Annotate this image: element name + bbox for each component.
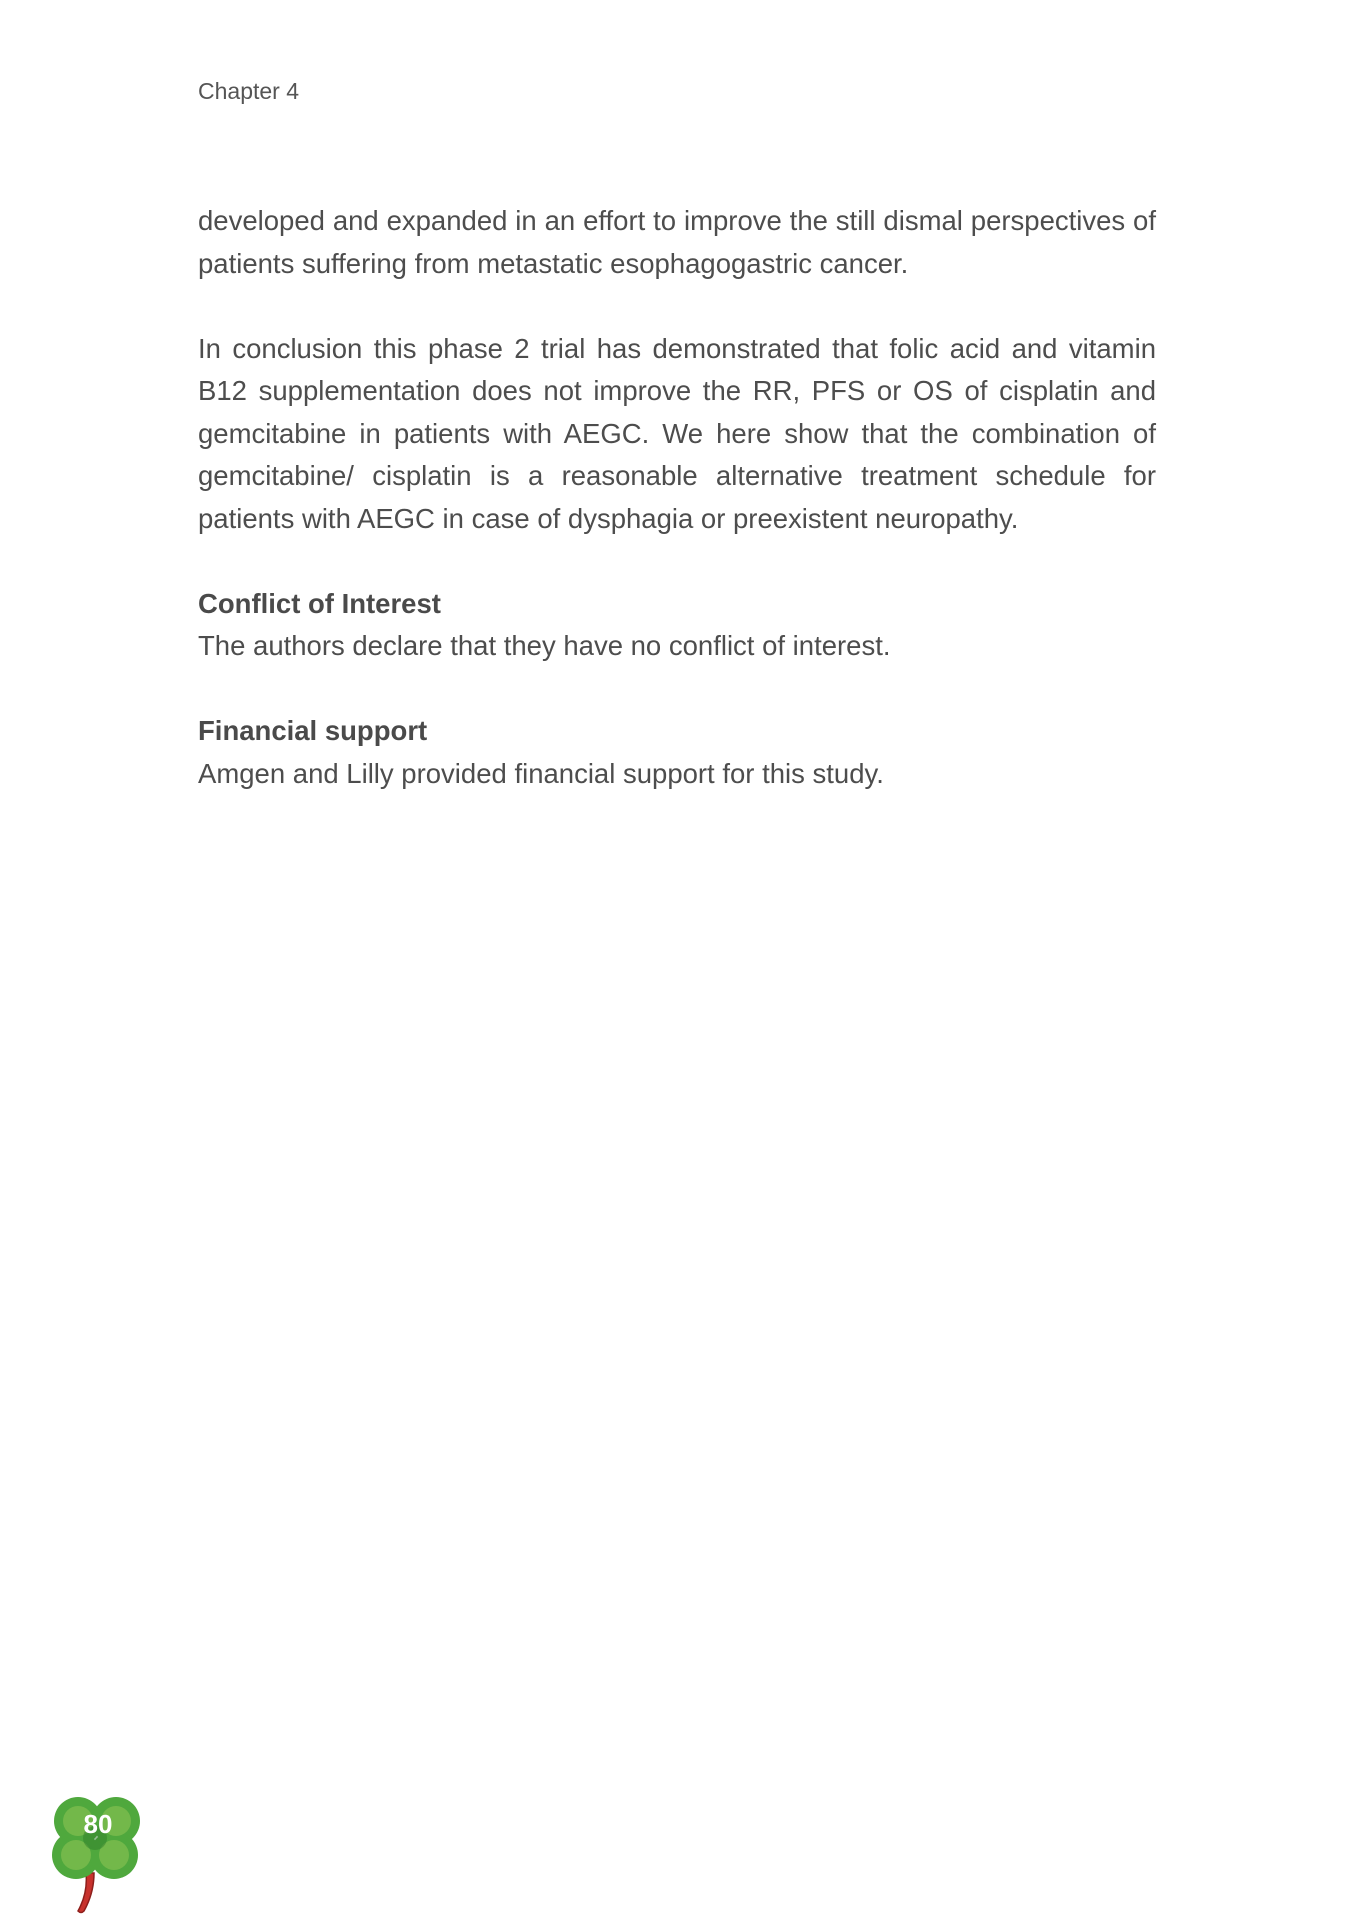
running-header: Chapter 4 (198, 78, 300, 104)
financial-support-heading: Financial support (198, 715, 428, 746)
conflict-of-interest-text: The authors declare that they have no conflict of interest. (198, 630, 891, 661)
page-body (198, 200, 1156, 838)
body-paragraph: developed and expanded in an effort to improve the still dismal perspectives of patients suffering from metastatic esophagogastric cancer. (198, 205, 1156, 279)
page-number: 80 (83, 1809, 113, 1839)
conflict-of-interest-heading: Conflict of Interest (198, 587, 441, 619)
page-number-badge (48, 1793, 148, 1915)
financial-support-text: Amgen and Lilly provided financial support for this study. (198, 757, 884, 789)
conclusion-paragraph: In conclusion this phase 2 trial has demonstrated that folic acid and vitamin B12 supplementation does not improve the RR, PFS or OS of cisplatin and gemcitabine in patients with AEGC. We here show that the combination of gemcitabine/ cisplatin is a reasonable alternative treatment schedule for patients with AEGC in case of dysphagia or preexistent neuropathy. (198, 332, 1156, 534)
